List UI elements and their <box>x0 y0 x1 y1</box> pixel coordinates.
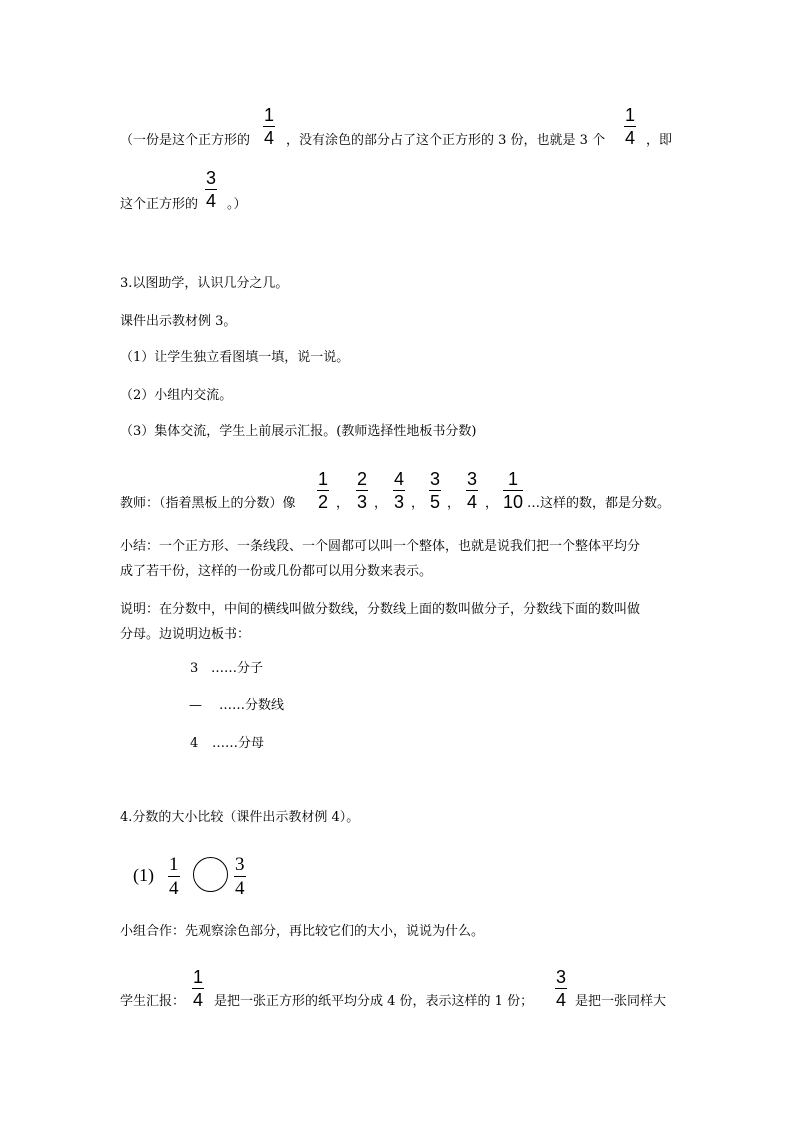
fraction-item: 3 4 <box>467 469 478 512</box>
comma: ， <box>374 496 388 511</box>
section3-line3: （2）小组内交流。 <box>120 388 233 403</box>
section3-title: 3.以图助学，认识几分之几。 <box>120 276 289 291</box>
explain-line2: 分母。边说明边板书： <box>120 627 251 642</box>
report-tail: 是把一张同样大 <box>575 994 667 1009</box>
fraction-one-quarter: 1 4 <box>193 967 204 1010</box>
board-row2-text: ……分数线 <box>219 698 285 713</box>
board-row3-mark: 4 <box>190 736 199 751</box>
fraction-item: 3 5 <box>430 469 441 512</box>
explain-line1: 说明：在分数中，中间的横线叫做分数线，分数线上面的数叫做分子，分数线下面的数叫做 <box>120 602 641 617</box>
para1-seg4: 这个正方形的 <box>120 197 199 212</box>
section3-line2: （1）让学生独立看图填一填，说一说。 <box>120 350 350 365</box>
compare-circle <box>193 857 228 892</box>
teacher-prefix: 教师：（指着黑板上的分数）像 <box>120 496 296 511</box>
fraction-three-quarters: 3 4 <box>556 967 567 1010</box>
compare-left-fraction: 1 4 <box>169 854 179 899</box>
fraction-three-quarters: 3 4 <box>206 168 217 211</box>
board-row2-mark: — <box>189 698 202 713</box>
comma: ， <box>447 496 461 511</box>
teacher-suffix: …这样的数，都是分数。 <box>527 496 671 511</box>
report-mid: 是把一张正方形的纸平均分成 4 份，表示这样的 1 份； <box>214 994 534 1009</box>
fraction-item: 4 3 <box>394 469 405 512</box>
summary-line1: 小结：一个正方形、一条线段、一个圆都可以叫一个整体，也就是说我们把一个整体平均分 <box>120 539 641 554</box>
section4-title: 4.分数的大小比较（课件出示教材例 4）。 <box>120 810 360 825</box>
para1-seg3: ，即 <box>646 133 673 148</box>
comma: ， <box>485 496 499 511</box>
fraction-item: 2 3 <box>357 469 368 512</box>
compare-label: (1) <box>133 865 154 885</box>
report-prefix: 学生汇报： <box>120 994 186 1009</box>
para1-seg1: （一份是这个正方形的 <box>120 133 251 148</box>
board-row3-text: ……分母 <box>212 736 265 751</box>
fraction-item: 1 2 <box>318 469 329 512</box>
compare-right-fraction: 3 4 <box>235 854 245 899</box>
fraction-one-quarter: 1 4 <box>264 105 275 148</box>
group-task: 小组合作：先观察涂色部分，再比较它们的大小，说说为什么。 <box>120 924 485 939</box>
para1-seg2: ，没有涂色的部分占了这个正方形的 3 份，也就是 3 个 <box>286 133 606 148</box>
comma: ， <box>411 496 425 511</box>
board-row1-mark: 3 <box>190 661 199 676</box>
summary-line2: 成了若干份，这样的一份或几份都可以用分数来表示。 <box>120 564 433 579</box>
board-row1-text: ……分子 <box>211 661 264 676</box>
section3-line4: （3）集体交流，学生上前展示汇报。(教师选择性地板书分数) <box>120 424 477 439</box>
fraction-item: 1 10 <box>503 469 524 512</box>
fraction-one-quarter: 1 4 <box>625 105 636 148</box>
section3-line1: 课件出示教材例 3。 <box>120 314 237 329</box>
comma: ， <box>336 496 350 511</box>
para1-seg5: 。） <box>227 197 247 212</box>
